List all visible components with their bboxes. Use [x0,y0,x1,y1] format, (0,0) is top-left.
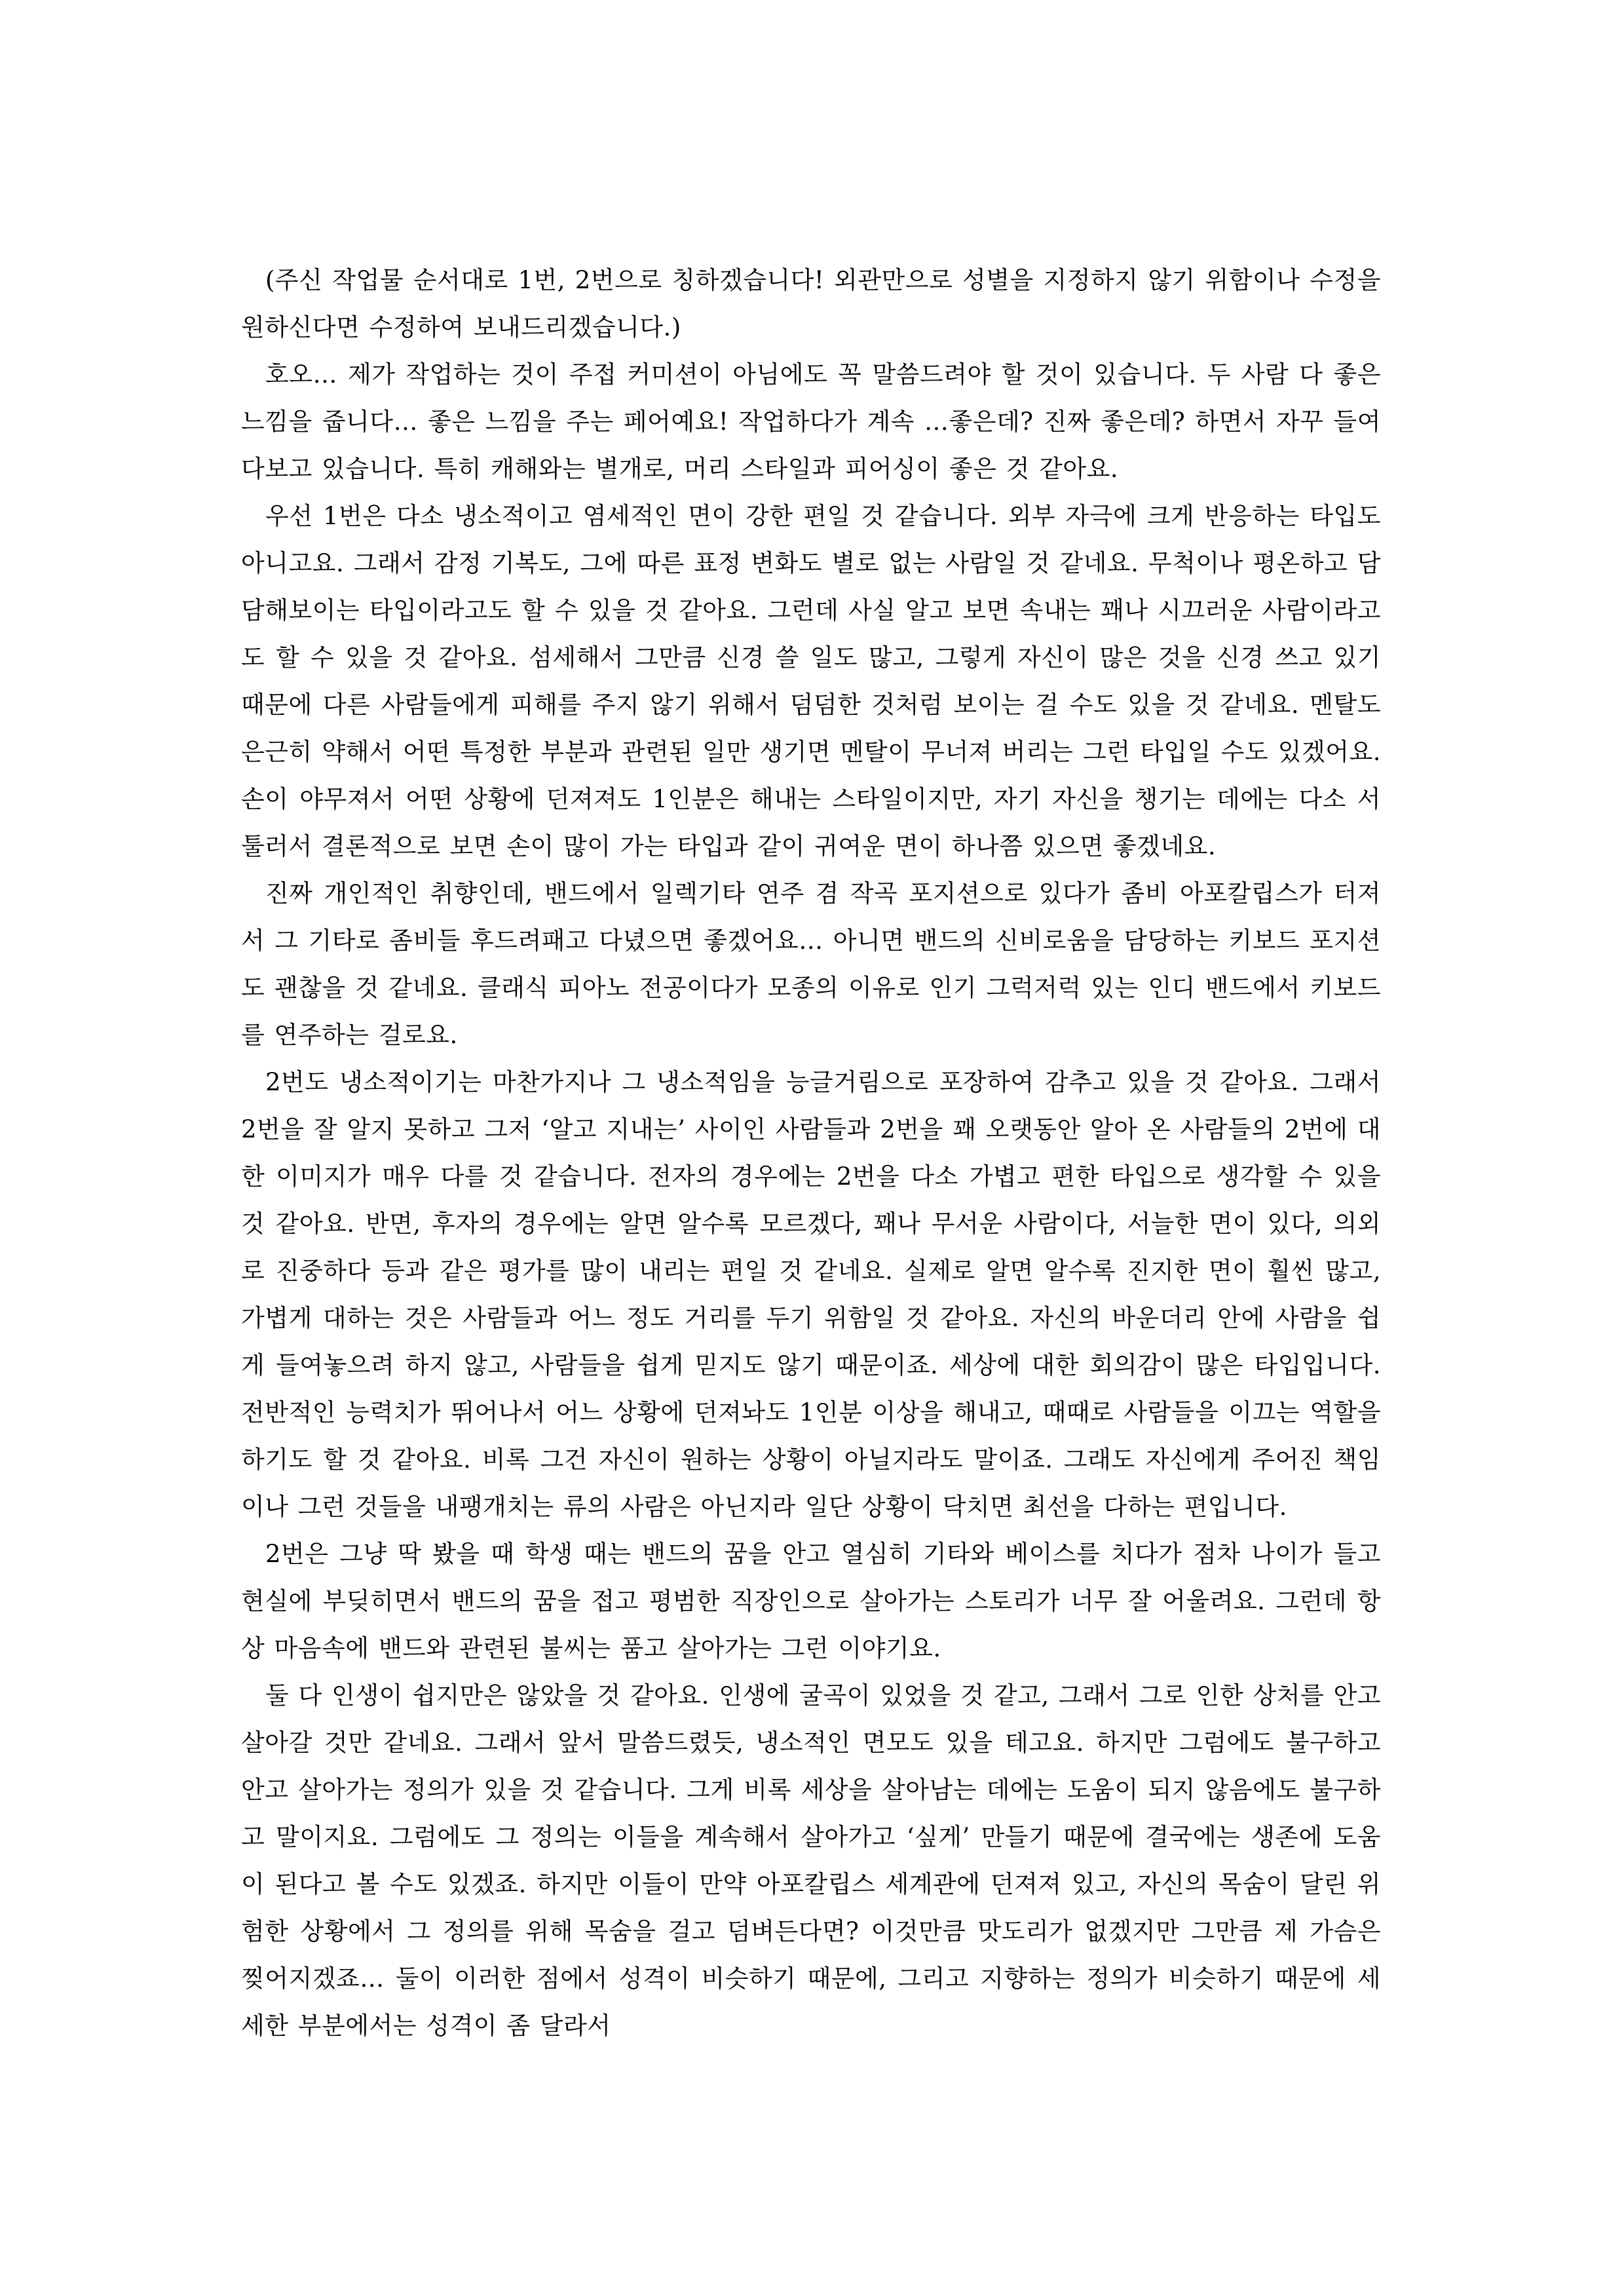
paragraph-character-2-personality: 2번도 냉소적이기는 마찬가지나 그 냉소적임을 능글거림으로 포장하여 감추고 있을 것 같아요. 그래서 2번을 잘 알지 못하고 그저 ‘알고 지내는’ 사이인 사람들과 2번을 꽤 오랫동안 알아 온 사람들의 2번에 대한 이미지가 매우 다를 것 같습니다. 전자의 경우에는 2번을 다소 가볍고 편한 타입으로 생각할 수 있을 것 같아요. 반면, 후자의 경우에는 알면 알수록 모르겠다, 꽤나 무서운 사람이다, 서늘한 면이 있다, 의외로 진중하다 등과 같은 평가를 많이 내리는 편일 것 같네요. 실제로 알면 알수록 진지한 면이 훨씬 많고, 가볍게 대하는 것은 사람들과 어느 정도 거리를 두기 위함일 것 같아요. 자신의 바운더리 안에 사람을 쉽게 들여놓으려 하지 않고, 사람들을 쉽게 믿지도 않기 때문이죠. 세상에 대한 회의감이 많은 타입입니다. 전반적인 능력치가 뛰어나서 어느 상황에 던져놔도 1인분 이상을 해내고, 때때로 사람들을 이끄는 역할을 하기도 할 것 같아요. 비록 그건 자신이 원하는 상황이 아닐지라도 말이죠. 그래도 자신에게 주어진 책임이나 그런 것들을 내팽개치는 류의 사람은 아닌지라 일단 상황이 닥치면 최선을 다하는 편입니다. [241,1068,1381,1521]
paragraph-character-1-band: 진짜 개인적인 취향인데, 밴드에서 일렉기타 연주 겸 작곡 포지션으로 있다가 좀비 아포칼립스가 터져서 그 기타로 좀비들 후드려패고 다녔으면 좋겠어요… 아니면 밴드의 신비로움을 담당하는 키보드 포지션도 괜찮을 것 같네요. 클래식 피아노 전공이다가 모종의 이유로 인기 그럭저럭 있는 인디 밴드에서 키보드를 연주하는 걸로요. [241,879,1381,1049]
paragraph-character-1-personality: 우선 1번은 다소 냉소적이고 염세적인 면이 강한 편일 것 같습니다. 외부 자극에 크게 반응하는 타입도 아니고요. 그래서 감정 기복도, 그에 따른 표정 변화도 별로 없는 사람일 것 같네요. 무척이나 평온하고 담담해보이는 타입이라고도 할 수 있을 것 같아요. 그런데 사실 알고 보면 속내는 꽤나 시끄러운 사람이라고도 할 수 있을 것 같아요. 섬세해서 그만큼 신경 쓸 일도 많고, 그렇게 자신이 많은 것을 신경 쓰고 있기 때문에 다른 사람들에게 피해를 주지 않기 위해서 덤덤한 것처럼 보이는 걸 수도 있을 것 같네요. 멘탈도 은근히 약해서 어떤 특정한 부분과 관련된 일만 생기면 멘탈이 무너져 버리는 그런 타입일 수도 있겠어요. 손이 야무져서 어떤 상황에 던져져도 1인분은 해내는 스타일이지만, 자기 자신을 챙기는 데에는 다소 서툴러서 결론적으로 보면 손이 많이 가는 타입과 같이 귀여운 면이 하나쯤 있으면 좋겠네요. [241,502,1381,860]
document-body [241,257,1381,2050]
paragraph-character-2-band: 2번은 그냥 딱 봤을 때 학생 때는 밴드의 꿈을 안고 열심히 기타와 베이스를 치다가 점차 나이가 들고 현실에 부딪히면서 밴드의 꿈을 접고 평범한 직장인으로 살아가는 스토리가 너무 잘 어울려요. 그런데 항상 마음속에 밴드와 관련된 불씨는 품고 살아가는 그런 이야기요. [241,1540,1381,1662]
paragraph-intro-note: (주신 작업물 순서대로 1번, 2번으로 칭하겠습니다! 외관만으로 성별을 지정하지 않기 위함이나 수정을 원하신다면 수정하여 보내드리겠습니다.) [241,266,1381,341]
paragraph-both-characters: 둘 다 인생이 쉽지만은 않았을 것 같아요. 인생에 굴곡이 있었을 것 같고, 그래서 그로 인한 상처를 안고 살아갈 것만 같네요. 그래서 앞서 말씀드렸듯, 냉소적인 면모도 있을 테고요. 하지만 그럼에도 불구하고 안고 살아가는 정의가 있을 것 같습니다. 그게 비록 세상을 살아남는 데에는 도움이 되지 않음에도 불구하고 말이지요. 그럼에도 그 정의는 이들을 계속해서 살아가고 ‘싶게’ 만들기 때문에 결국에는 생존에 도움이 된다고 볼 수도 있겠죠. 하지만 이들이 만약 아포칼립스 세계관에 던져져 있고, 자신의 목숨이 달린 위험한 상황에서 그 정의를 위해 목숨을 걸고 덤벼든다면? 이것만큼 맛도리가 없겠지만 그만큼 제 가슴은 찢어지겠죠… 둘이 이러한 점에서 성격이 비슷하기 때문에, 그리고 지향하는 정의가 비슷하기 때문에 세세한 부분에서는 성격이 좀 달라서 [241,1681,1381,2040]
paragraph-general-impression: 호오… 제가 작업하는 것이 주접 커미션이 아님에도 꼭 말씀드려야 할 것이 있습니다. 두 사람 다 좋은 느낌을 줍니다… 좋은 느낌을 주는 페어예요! 작업하다가 계속 …좋은데? 진짜 좋은데? 하면서 자꾸 들여다보고 있습니다. 특히 캐해와는 별개로, 머리 스타일과 피어싱이 좋은 것 같아요. [241,360,1381,483]
